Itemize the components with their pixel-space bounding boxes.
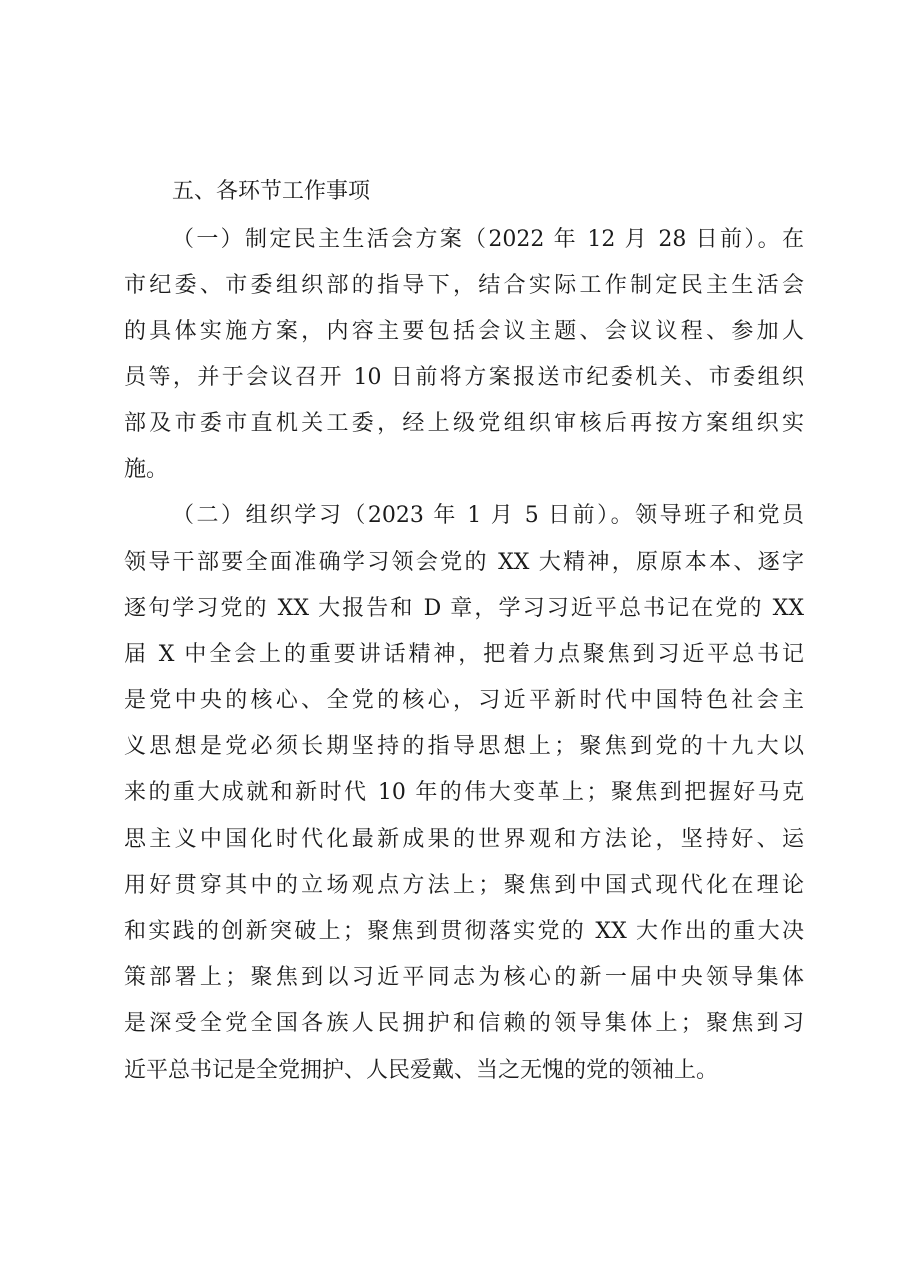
paragraph-2-line-4: 届 X 中全会上的重要讲话精神，把着力点聚焦到习近平总书记 [124, 642, 804, 667]
paragraph-2-line-2: 领导干部要全面准确学习领会党的 XX 大精神，原原本本、逐字 [124, 550, 804, 575]
paragraph-2-line-5: 是党中央的核心、全党的核心，习近平新时代中国特色社会主 [124, 688, 804, 713]
paragraph-2-line-1: （二）组织学习（2023 年 1 月 5 日前）。领导班子和党员 [172, 503, 804, 528]
paragraph-1-line-3: 的具体实施方案，内容主要包括会议主题、会议议程、参加人 [124, 319, 804, 344]
paragraph-2-line-9: 用好贯穿其中的立场观点方法上；聚焦到中国式现代化在理论 [124, 873, 804, 898]
paragraph-1-line-6: 施。 [124, 457, 169, 482]
paragraph-1-line-4: 员等，并于会议召开 10 日前将方案报送市纪委机关、市委组织 [124, 365, 804, 390]
paragraph-2-line-12: 是深受全党全国各族人民拥护和信赖的领导集体上；聚焦到习 [124, 1011, 804, 1036]
paragraph-2-line-7: 来的重大成就和新时代 10 年的伟大变革上；聚焦到把握好马克 [124, 780, 804, 805]
paragraph-1-line-5: 部及市委市直机关工委，经上级党组织审核后再按方案组织实 [124, 411, 804, 436]
paragraph-1-line-1: （一）制定民主生活会方案（2022 年 12 月 28 日前）。在 [172, 227, 804, 252]
section-heading: 五、各环节工作事项 [172, 179, 371, 204]
paragraph-2-line-6: 义思想是党必须长期坚持的指导思想上；聚焦到党的十九大以 [124, 734, 804, 759]
paragraph-2-line-3: 逐句学习党的 XX 大报告和 D 章，学习习近平总书记在党的 XX [124, 596, 804, 621]
paragraph-2-line-13: 近平总书记是全党拥护、人民爱戴、当之无愧的党的领袖上。 [124, 1058, 719, 1083]
paragraph-2-line-10: 和实践的创新突破上；聚焦到贯彻落实党的 XX 大作出的重大决 [124, 919, 804, 944]
paragraph-2-line-11: 策部署上；聚焦到以习近平同志为核心的新一届中央领导集体 [124, 965, 804, 990]
paragraph-1-line-2: 市纪委、市委组织部的指导下，结合实际工作制定民主生活会 [124, 273, 804, 298]
paragraph-2-line-8: 思主义中国化时代化最新成果的世界观和方法论，坚持好、运 [124, 827, 804, 852]
